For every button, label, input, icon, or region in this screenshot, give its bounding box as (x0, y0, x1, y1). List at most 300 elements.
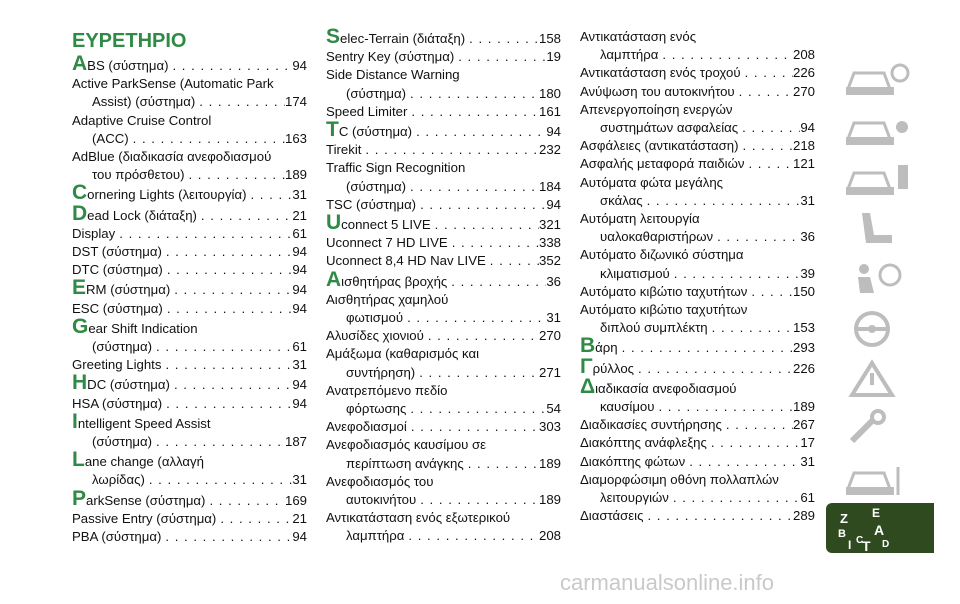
index-entry[interactable] (580, 155, 815, 173)
index-column-1 (72, 28, 307, 546)
col1-entries (72, 52, 307, 546)
page-number[interactable]: 31 (800, 192, 815, 208)
leader-dots (161, 356, 292, 374)
index-entry-row (326, 455, 561, 473)
section-letter: Α (326, 267, 342, 291)
page-number[interactable]: 94 (292, 377, 307, 393)
section-letter: T (326, 118, 339, 142)
tab-letter: C (856, 535, 864, 546)
entry-text: Greeting Lights (72, 357, 162, 373)
index-entry[interactable] (72, 276, 307, 300)
page-number[interactable]: 94 (292, 244, 307, 260)
page-number[interactable]: 208 (538, 528, 561, 544)
leader-dots (406, 400, 546, 418)
index-entry-row (326, 48, 561, 66)
leader-dots (738, 119, 800, 137)
watermark: carmanualsonline.info (560, 570, 775, 595)
index-entry-row (580, 319, 815, 337)
entry-text-line: Side Distance Warning (326, 67, 460, 83)
index-entry-row (580, 507, 815, 525)
index-entry-row (326, 364, 561, 382)
leader-dots (669, 489, 800, 507)
page-number[interactable]: 163 (284, 130, 307, 146)
section-letter: L (72, 448, 85, 472)
section-letter: C (72, 181, 88, 205)
index-entry-row (580, 453, 815, 471)
tab-car-dashboard[interactable] (826, 55, 934, 101)
page-number[interactable]: 174 (284, 94, 307, 110)
index-entry[interactable] (72, 52, 307, 75)
leader-dots (161, 528, 292, 546)
page-number[interactable]: 94 (546, 196, 561, 212)
leader-dots (406, 178, 539, 196)
entry-text: ABS (σύστημα) (72, 52, 169, 75)
entry-text: Διακόπτης ανάφλεξης (580, 435, 707, 451)
entry-text: Assist) (σύστημα) (92, 94, 196, 110)
index-entry[interactable] (580, 507, 815, 525)
entry-text-line: Αυτόματη λειτουργία (580, 211, 700, 227)
tab-warning[interactable] (826, 355, 934, 401)
index-entry[interactable] (72, 314, 307, 356)
entry-text: Passive Entry (σύστημα) (72, 510, 217, 526)
page-number[interactable]: 271 (538, 364, 561, 380)
leader-dots (412, 123, 546, 141)
entry-text-line: Ανατρεπόμενο πεδίο (326, 382, 448, 398)
index-entry[interactable] (72, 486, 307, 510)
page-number[interactable]: 31 (800, 453, 815, 469)
index-entry-row (326, 252, 561, 270)
entry-text: Display (72, 225, 116, 241)
index-entry-row (72, 486, 307, 510)
leader-dots (741, 64, 793, 82)
entry-text: φόρτωσης (346, 401, 407, 417)
tab-seat[interactable] (826, 205, 934, 251)
index-entry[interactable] (326, 436, 561, 472)
leader-dots (747, 283, 793, 301)
entry-text: (σύστημα) (346, 178, 407, 194)
tab-letter: T (862, 538, 871, 553)
page-number[interactable]: 189 (538, 455, 561, 471)
page-number[interactable]: 270 (538, 328, 561, 344)
leader-dots (184, 166, 285, 184)
page-number[interactable]: 161 (538, 103, 561, 119)
leader-dots (424, 327, 539, 345)
index-entry[interactable] (326, 196, 561, 214)
entry-text: Ασφάλειες (αντικατάσταση) (580, 138, 739, 154)
index-entry[interactable] (326, 473, 561, 509)
leader-dots (448, 234, 539, 252)
page-number[interactable]: 218 (792, 138, 815, 154)
page-number[interactable]: 169 (284, 492, 307, 508)
entry-text: λωρίδας) (92, 472, 145, 488)
index-entry[interactable] (72, 409, 307, 451)
entry-text: λαμπτήρα (346, 528, 405, 544)
page-number[interactable]: 158 (538, 31, 561, 46)
page-number[interactable]: 189 (284, 167, 307, 183)
leader-dots (415, 364, 539, 382)
page-number[interactable]: 226 (792, 360, 815, 376)
entry-text: σκάλας (600, 192, 643, 208)
car-info-icon (840, 159, 920, 199)
warning-triangle-icon (840, 359, 920, 399)
leader-dots (162, 395, 292, 413)
index-entry[interactable] (72, 395, 307, 413)
entry-text: λαμπτήρα (600, 47, 659, 63)
entry-text: PBA (σύστημα) (72, 529, 162, 545)
tab-letter: E (872, 506, 881, 520)
tab-car-maintenance[interactable] (826, 105, 934, 151)
index-entry-row (326, 178, 561, 196)
entry-text-line: Gear Shift Indication (72, 314, 198, 338)
entry-text-line: Αντικατάσταση ενός εξωτερικού (326, 510, 511, 526)
leader-dots (406, 85, 539, 103)
leader-dots (197, 207, 292, 225)
entry-text-line: Active ParkSense (Automatic Park (72, 76, 274, 92)
index-entry[interactable] (326, 327, 561, 345)
alphabet-index-icon (826, 503, 934, 553)
col2-entries (326, 25, 561, 546)
index-entry[interactable] (326, 159, 561, 195)
leader-dots (634, 360, 793, 378)
index-entry[interactable] (72, 75, 307, 111)
page-number[interactable]: 19 (546, 49, 561, 65)
index-entry-row (72, 528, 307, 546)
entry-text-line: Intelligent Speed Assist (72, 409, 211, 433)
index-entry-row (326, 118, 561, 142)
entry-text: Ανύψωση του αυτοκινήτου (580, 83, 735, 99)
page-number[interactable]: 150 (792, 283, 815, 299)
leader-dots (722, 416, 793, 434)
entry-text: (σύστημα) (92, 434, 153, 450)
entry-text: (σύστημα) (346, 85, 407, 101)
index-entry[interactable] (72, 261, 307, 279)
index-entry[interactable] (72, 201, 307, 225)
page-number[interactable]: 121 (792, 156, 815, 172)
entry-text: Uconnect 7 HD LIVE (326, 235, 448, 251)
page-number[interactable]: 61 (292, 225, 307, 241)
page-number[interactable]: 36 (800, 229, 815, 245)
index-entry[interactable] (580, 471, 815, 507)
leader-dots (170, 376, 292, 394)
index-entry-row (326, 267, 561, 291)
index-entry[interactable] (580, 434, 815, 452)
index-entry-row (580, 228, 815, 246)
entry-text: Αντικατάσταση ενός τροχού (580, 65, 741, 81)
entry-text: Διακόπτης φώτων (580, 453, 686, 469)
car-specs-icon (840, 459, 920, 499)
index-entry[interactable] (580, 334, 815, 358)
section-letter: P (72, 486, 87, 510)
section-letter: S (326, 25, 341, 48)
index-entry-row (580, 46, 815, 64)
index-entry[interactable] (580, 453, 815, 471)
page-number[interactable]: 94 (292, 262, 307, 278)
page-number[interactable]: 267 (792, 417, 815, 433)
page-number[interactable]: 39 (800, 265, 815, 281)
page-number[interactable]: 270 (792, 83, 815, 99)
page-number[interactable]: 289 (792, 508, 815, 524)
index-entry[interactable] (72, 371, 307, 395)
leader-dots (454, 48, 546, 66)
page-number[interactable]: 180 (538, 85, 561, 101)
index-entry-row (580, 334, 815, 358)
tab-letter: Z (840, 511, 848, 526)
leader-dots (170, 281, 292, 299)
index-entry-row (72, 371, 307, 395)
page-number[interactable]: 31 (292, 472, 307, 488)
leader-dots (658, 46, 793, 64)
index-entry[interactable] (326, 345, 561, 381)
section-letter: H (72, 371, 88, 395)
index-entry[interactable] (326, 418, 561, 436)
entry-text-line: Αμάξωμα (καθαρισμός και (326, 346, 480, 362)
index-entry[interactable] (72, 300, 307, 318)
index-entry[interactable] (580, 246, 815, 282)
entry-text: καυσίμου (600, 399, 655, 415)
tab-index-active[interactable] (826, 503, 934, 553)
entry-text: Διαστάσεις (580, 508, 644, 524)
section-letter: G (72, 314, 89, 338)
entry-text: Tirekit (326, 142, 362, 158)
index-entry[interactable] (326, 211, 561, 235)
index-entry-row (72, 276, 307, 300)
index-entry[interactable] (72, 112, 307, 148)
entry-text: αυτοκινήτου (346, 492, 417, 508)
index-entry-row (72, 395, 307, 413)
index-entry[interactable] (580, 64, 815, 82)
index-entry[interactable] (326, 291, 561, 327)
entry-text-line: Αντικατάσταση ενός (580, 29, 697, 44)
page-number[interactable]: 338 (538, 235, 561, 251)
index-entry[interactable] (326, 48, 561, 66)
index-entry[interactable] (72, 448, 307, 489)
leader-dots (205, 492, 285, 510)
entry-text-line: Ανεφοδιασμός καυσίμου σε (326, 437, 487, 453)
index-entry[interactable] (580, 174, 815, 210)
page-number[interactable]: 184 (538, 178, 561, 194)
entry-text: (ACC) (92, 130, 129, 146)
page-number[interactable]: 153 (792, 320, 815, 336)
index-entry[interactable] (580, 210, 815, 246)
entry-text-line: Αυτόματο διζωνικό σύστημα (580, 247, 744, 263)
tab-airbag[interactable] (826, 255, 934, 301)
entry-text: Dead Lock (διάταξη) (72, 201, 197, 225)
page-number[interactable]: 94 (292, 300, 307, 316)
index-entry[interactable] (326, 509, 561, 545)
page-number[interactable]: 94 (292, 395, 307, 411)
car-warning-icon (840, 59, 920, 99)
index-entry-row (72, 93, 307, 111)
index-entry[interactable] (326, 25, 561, 48)
tab-car-info[interactable] (826, 155, 934, 201)
page-number[interactable]: 94 (292, 282, 307, 298)
page-number[interactable]: 94 (800, 120, 815, 136)
index-entry-row (72, 201, 307, 225)
index-entry[interactable] (580, 101, 815, 137)
index-entry[interactable] (72, 243, 307, 261)
page-number[interactable]: 61 (800, 490, 815, 506)
page-number[interactable]: 31 (292, 357, 307, 373)
entry-text: Cornering Lights (λειτουργία) (72, 181, 247, 205)
page-number[interactable]: 208 (792, 47, 815, 63)
leader-dots (246, 186, 292, 204)
index-entry-row (72, 181, 307, 205)
page-number[interactable]: 94 (546, 124, 561, 140)
index-entry[interactable] (326, 118, 561, 142)
index-entry-row (580, 489, 815, 507)
entry-text: Αισθητήρας βροχής (326, 267, 448, 291)
col3-entries (580, 28, 815, 525)
index-entry[interactable] (580, 137, 815, 155)
page-number[interactable]: 321 (538, 217, 561, 233)
index-entry-row (580, 119, 815, 137)
tab-specs[interactable] (826, 455, 934, 501)
index-entry[interactable] (72, 148, 307, 184)
index-entry-row (580, 354, 815, 378)
index-entry[interactable] (580, 374, 815, 416)
leader-dots (162, 243, 292, 261)
leader-dots (416, 196, 546, 214)
index-entry[interactable] (580, 283, 815, 301)
section-letter: D (72, 201, 88, 225)
index-entry[interactable] (326, 267, 561, 291)
leader-dots (685, 453, 800, 471)
index-entry-row (580, 398, 815, 416)
leader-dots (643, 192, 801, 210)
leader-dots (163, 261, 293, 279)
leader-dots (152, 338, 292, 356)
index-entry[interactable] (72, 356, 307, 374)
entry-text: κλιματισμού (600, 265, 670, 281)
entry-text-line: Διαδικασία ανεφοδιασμού (580, 374, 737, 398)
page-number[interactable]: 293 (792, 340, 815, 356)
entry-text: ERM (σύστημα) (72, 276, 171, 300)
index-entry[interactable] (580, 83, 815, 101)
page-number[interactable]: 31 (292, 187, 307, 203)
index-entry[interactable] (580, 416, 815, 434)
entry-text: του πρόσθετου) (92, 167, 185, 183)
entry-text: συστημάτων ασφαλείας (600, 120, 739, 136)
leader-dots (486, 252, 539, 270)
tab-steering[interactable] (826, 305, 934, 351)
entry-text-line: AdBlue (διαδικασία ανεφοδιασμού (72, 149, 272, 165)
leader-dots (407, 418, 539, 436)
index-entry[interactable] (326, 382, 561, 418)
page-number[interactable]: 17 (800, 435, 815, 451)
leader-dots (464, 455, 539, 473)
index-entry-row (580, 416, 815, 434)
index-entry-row (326, 491, 561, 509)
index-entry-row (72, 166, 307, 184)
entry-text: Uconnect 8,4 HD Nav LIVE (326, 253, 486, 269)
leader-dots (744, 155, 793, 173)
leader-dots (431, 216, 539, 234)
leader-dots (643, 507, 793, 525)
index-entry[interactable] (72, 181, 307, 205)
entry-text-line: Αυτόματα φώτα μεγάλης (580, 174, 724, 190)
leader-dots (195, 93, 285, 111)
index-entry-row (580, 192, 815, 210)
index-entry[interactable] (72, 225, 307, 243)
index-entry-row (326, 309, 561, 327)
page-number[interactable]: 36 (546, 273, 561, 289)
entry-text-line: Απενεργοποίηση ενεργών (580, 101, 733, 117)
wrench-icon (840, 409, 920, 449)
page-number[interactable]: 189 (538, 492, 561, 508)
index-entry[interactable] (326, 141, 561, 159)
index-entry-row (326, 141, 561, 159)
page-number[interactable]: 94 (292, 58, 307, 73)
page-number[interactable]: 31 (546, 310, 561, 326)
index-entry-row (326, 400, 561, 418)
leader-dots (168, 57, 292, 75)
index-entry[interactable] (580, 28, 815, 64)
tab-tools[interactable] (826, 405, 934, 451)
leader-dots (361, 141, 539, 159)
page-number[interactable]: 94 (292, 529, 307, 545)
page-number[interactable]: 189 (792, 399, 815, 415)
leader-dots (163, 300, 293, 318)
entry-text: Αυτόματο κιβώτιο ταχυτήτων (580, 283, 748, 299)
index-entry[interactable] (580, 301, 815, 337)
entry-text-line: Lane change (αλλαγή (72, 448, 204, 472)
tab-letter: B (838, 528, 846, 540)
index-entry-row (72, 510, 307, 528)
index-entry-row (72, 471, 307, 489)
index-entry[interactable] (326, 234, 561, 252)
leader-dots (407, 103, 539, 121)
page-number[interactable]: 21 (292, 510, 307, 526)
page-number[interactable]: 352 (538, 253, 561, 269)
section-letter: Δ (580, 374, 596, 398)
index-entry-row (72, 338, 307, 356)
leader-dots (129, 130, 285, 148)
index-entry-row (72, 130, 307, 148)
index-entry-row (580, 64, 815, 82)
index-entry-row (326, 527, 561, 545)
leader-dots (216, 510, 292, 528)
index-entry[interactable] (72, 528, 307, 546)
tab-letter: A (874, 522, 885, 538)
index-entry[interactable] (580, 354, 815, 378)
page-number[interactable]: 54 (546, 401, 561, 417)
section-letter: E (72, 276, 87, 300)
index-entry-row (326, 85, 561, 103)
page-number[interactable]: 187 (284, 434, 307, 450)
index-entry-row (580, 155, 815, 173)
page-number[interactable]: 303 (538, 419, 561, 435)
entry-text: DST (σύστημα) (72, 244, 162, 260)
page-number[interactable]: 61 (292, 339, 307, 355)
entry-text: Αλυσίδες χιονιού (326, 328, 424, 344)
page-number[interactable]: 226 (792, 65, 815, 81)
index-entry[interactable] (326, 252, 561, 270)
page-number[interactable]: 232 (538, 142, 561, 158)
leader-dots (708, 319, 793, 337)
index-column-2 (326, 25, 561, 546)
index-entry-row (580, 137, 815, 155)
entry-text: Γρύλλος (580, 354, 635, 378)
index-entry[interactable] (326, 103, 561, 121)
index-entry-row (72, 52, 307, 75)
index-entry[interactable] (326, 66, 561, 102)
section-letter: I (72, 409, 78, 433)
entry-text: Uconnect 5 LIVE (326, 211, 431, 235)
index-entry-row (326, 234, 561, 252)
index-entry[interactable] (72, 510, 307, 528)
page-number[interactable]: 21 (292, 207, 307, 223)
car-service-icon (840, 109, 920, 149)
